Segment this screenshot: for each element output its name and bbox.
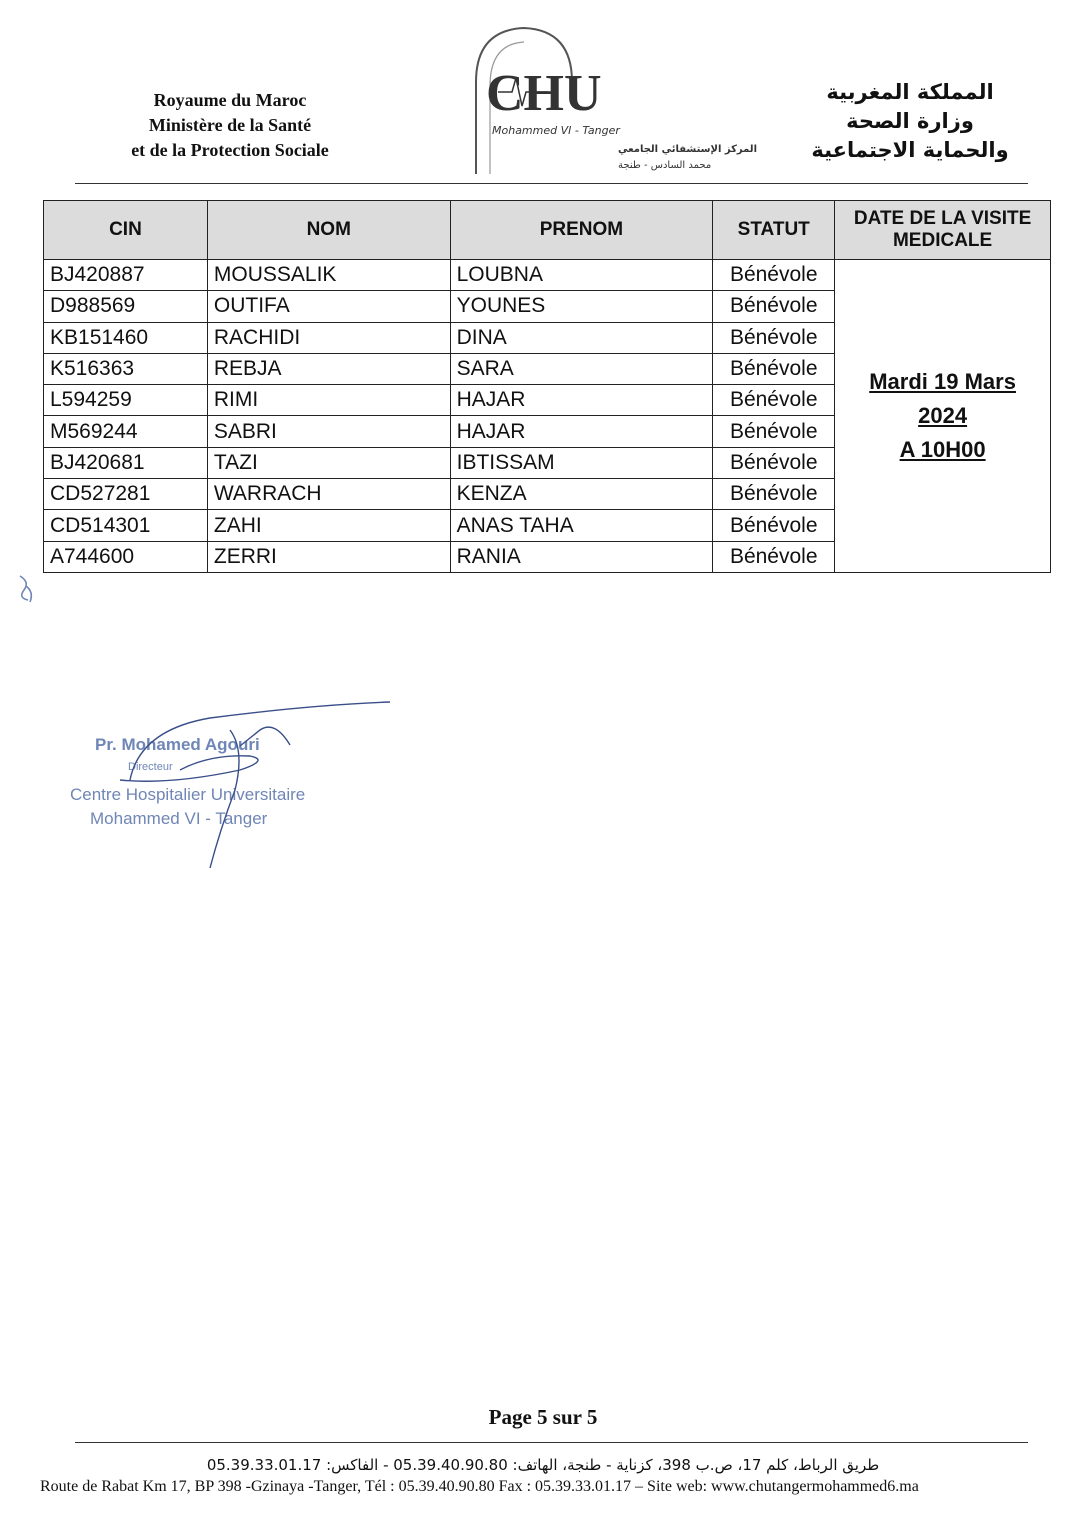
footer-arabic-address: طريق الرباط، كلم 17، ص.ب 398، كزناية - طنجة، الهاتف: 05.39.40.90.80 - الفاكس: 05.39.33.01.17 bbox=[206, 1456, 880, 1474]
header-right-text bbox=[800, 78, 1020, 165]
cell-statut: Bénévole bbox=[713, 541, 835, 572]
cell-cin: CD527281 bbox=[44, 479, 208, 510]
cell-cin: KB151460 bbox=[44, 322, 208, 353]
cell-nom: OUTIFA bbox=[207, 291, 450, 322]
logo-text: CHU bbox=[486, 65, 602, 122]
logo-arabic-line: محمد السادس - طنجة bbox=[618, 160, 712, 171]
cell-statut: Bénévole bbox=[713, 322, 835, 353]
header-left-text bbox=[100, 88, 360, 163]
cell-prenom: RANIA bbox=[450, 541, 713, 572]
cell-prenom: ANAS TAHA bbox=[450, 510, 713, 541]
stamp-line: Centre Hospitalier Universitaire bbox=[70, 785, 306, 804]
cell-statut: Bénévole bbox=[713, 510, 835, 541]
col-header-statut: STATUT bbox=[713, 201, 835, 260]
cell-nom: RACHIDI bbox=[207, 322, 450, 353]
cell-prenom: YOUNES bbox=[450, 291, 713, 322]
cell-cin: BJ420887 bbox=[44, 260, 208, 291]
header-left-line: Royaume du Maroc bbox=[153, 90, 307, 110]
header-left-line: Ministère de la Santé bbox=[148, 115, 312, 135]
cell-nom: RIMI bbox=[207, 385, 450, 416]
table-row bbox=[44, 260, 1051, 291]
cell-prenom: LOUBNA bbox=[450, 260, 713, 291]
cell-nom: WARRACH bbox=[207, 479, 450, 510]
stamp-line: Directeur bbox=[128, 761, 173, 773]
margin-initial-mark bbox=[14, 572, 40, 606]
page-number: Page 5 sur 5 bbox=[488, 1405, 598, 1429]
cell-prenom: DINA bbox=[450, 322, 713, 353]
cell-cin: D988569 bbox=[44, 291, 208, 322]
header-right-line: وزارة الصحة bbox=[846, 109, 974, 133]
cell-statut: Bénévole bbox=[713, 291, 835, 322]
cell-prenom: SARA bbox=[450, 353, 713, 384]
logo-arabic-line: المركز الإستشفائي الجامعي bbox=[618, 144, 757, 155]
cell-statut: Bénévole bbox=[713, 479, 835, 510]
visit-date-line: Mardi 19 Mars bbox=[869, 368, 1016, 394]
header-right-line: والحماية الاجتماعية bbox=[811, 138, 1009, 162]
table-header-row bbox=[44, 201, 1051, 260]
cell-nom: SABRI bbox=[207, 416, 450, 447]
header-left-line: et de la Protection Sociale bbox=[131, 140, 329, 160]
visit-date-line: 2024 bbox=[918, 402, 968, 428]
chu-logo bbox=[468, 22, 757, 180]
cell-cin: A744600 bbox=[44, 541, 208, 572]
cell-nom: MOUSSALIK bbox=[207, 260, 450, 291]
stamp-line: Mohammed VI - Tanger bbox=[90, 809, 268, 828]
cell-prenom: KENZA bbox=[450, 479, 713, 510]
cell-prenom: HAJAR bbox=[450, 416, 713, 447]
cell-nom: ZAHI bbox=[207, 510, 450, 541]
director-stamp-signature bbox=[60, 690, 400, 880]
cell-prenom: IBTISSAM bbox=[450, 447, 713, 478]
cell-prenom: HAJAR bbox=[450, 385, 713, 416]
footer-divider bbox=[75, 1442, 1028, 1443]
cell-statut: Bénévole bbox=[713, 447, 835, 478]
header-right-line: المملكة المغربية bbox=[826, 80, 994, 104]
footer-french-address: Route de Rabat Km 17, BP 398 -Gzinaya -Tanger, Tél : 05.39.40.90.80 Fax : 05.39.33.01.17 – Site web: www.chutangermohammed6.ma bbox=[40, 1478, 919, 1495]
cell-cin: CD514301 bbox=[44, 510, 208, 541]
cell-statut: Bénévole bbox=[713, 416, 835, 447]
cell-nom: ZERRI bbox=[207, 541, 450, 572]
cell-nom: TAZI bbox=[207, 447, 450, 478]
cell-visit-date bbox=[835, 260, 1051, 573]
cell-cin: BJ420681 bbox=[44, 447, 208, 478]
cell-statut: Bénévole bbox=[713, 260, 835, 291]
stamp-line: Pr. Mohamed Agouri bbox=[95, 735, 260, 754]
col-header-date: DATE DE LA VISITE MEDICALE bbox=[835, 201, 1051, 260]
cell-cin: K516363 bbox=[44, 353, 208, 384]
col-header-cin: CIN bbox=[44, 201, 208, 260]
cell-cin: L594259 bbox=[44, 385, 208, 416]
visit-time-line: A 10H00 bbox=[899, 436, 986, 462]
cell-statut: Bénévole bbox=[713, 385, 835, 416]
logo-subtitle: Mohammed VI - Tanger bbox=[492, 124, 620, 137]
cell-nom: REBJA bbox=[207, 353, 450, 384]
header-divider bbox=[75, 183, 1028, 184]
cell-statut: Bénévole bbox=[713, 353, 835, 384]
col-header-nom: NOM bbox=[207, 201, 450, 260]
col-header-prenom: PRENOM bbox=[450, 201, 713, 260]
medical-visit-table bbox=[43, 200, 1051, 573]
cell-cin: M569244 bbox=[44, 416, 208, 447]
